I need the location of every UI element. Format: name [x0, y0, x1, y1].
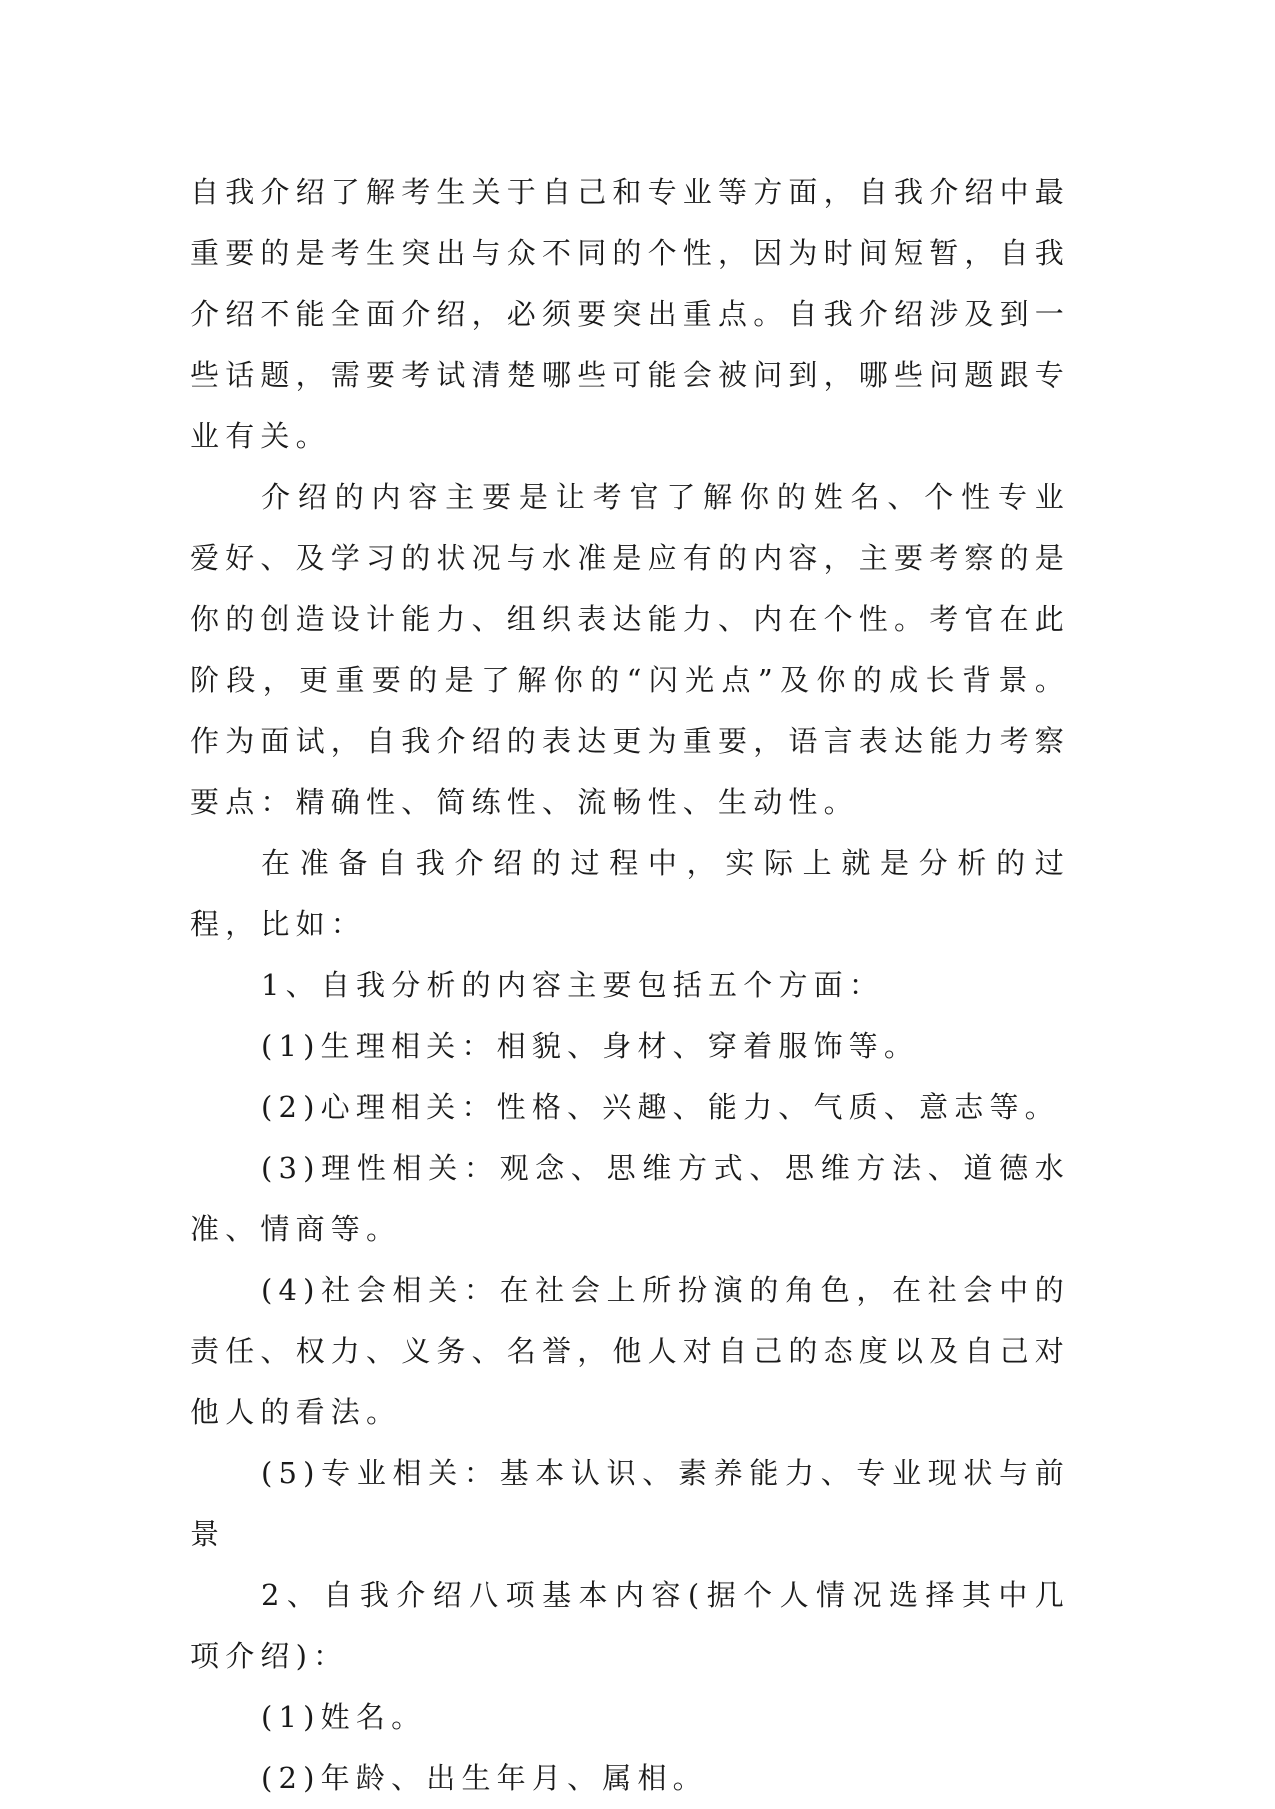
list-item-professional: (5)专业相关：基本认识、素养能力、专业现状与前景 [190, 1456, 1070, 1551]
list-item-psychological: (2)心理相关：性格、兴趣、能力、气质、意志等。 [261, 1090, 1060, 1124]
paragraph-preparation: 在准备自我介绍的过程中，实际上就是分析的过程，比如： [190, 846, 1070, 941]
list-item-physiological: (1)生理相关：相貌、身材、穿着服饰等。 [261, 1029, 920, 1063]
list-heading-basic-content: 2、自我介绍八项基本内容(据个人情况选择其中几项介绍)： [190, 1578, 1070, 1673]
list-item-age: (2)年龄、出生年月、属相。 [261, 1761, 708, 1795]
list-heading-self-analysis: 1、自我分析的内容主要包括五个方面： [261, 968, 885, 1002]
paragraph-intro: 自我介绍了解考生关于自己和专业等方面，自我介绍中最重要的是考生突出与众不同的个性，因为时间短暂，自我介绍不能全面介绍，必须要突出重点。自我介绍涉及到一些话题，需要考试清楚哪些可能会被问到，哪些问题跟专业有关。 [190, 175, 1071, 453]
list-item-social: (4)社会相关：在社会上所扮演的角色，在社会中的责任、权力、义务、名誉，他人对自己的态度以及自己对他人的看法。 [190, 1273, 1071, 1429]
paragraph-content-focus: 介绍的内容主要是让考官了解你的姓名、个性专业爱好、及学习的状况与水准是应有的内容，主要考察的是你的创造设计能力、组织表达能力、内在个性。考官在此阶段，更重要的是了解你的“闪光点”及你的成长背景。作为面试，自我介绍的表达更为重要，语言表达能力考察要点：精确性、简练性、流畅性、生动性。 [190, 480, 1071, 819]
list-item-name: (1)姓名。 [261, 1700, 427, 1734]
list-item-rational: (3)理性相关：观念、思维方式、思维方法、道德水准、情商等。 [190, 1151, 1070, 1246]
document-body [190, 162, 1070, 1809]
